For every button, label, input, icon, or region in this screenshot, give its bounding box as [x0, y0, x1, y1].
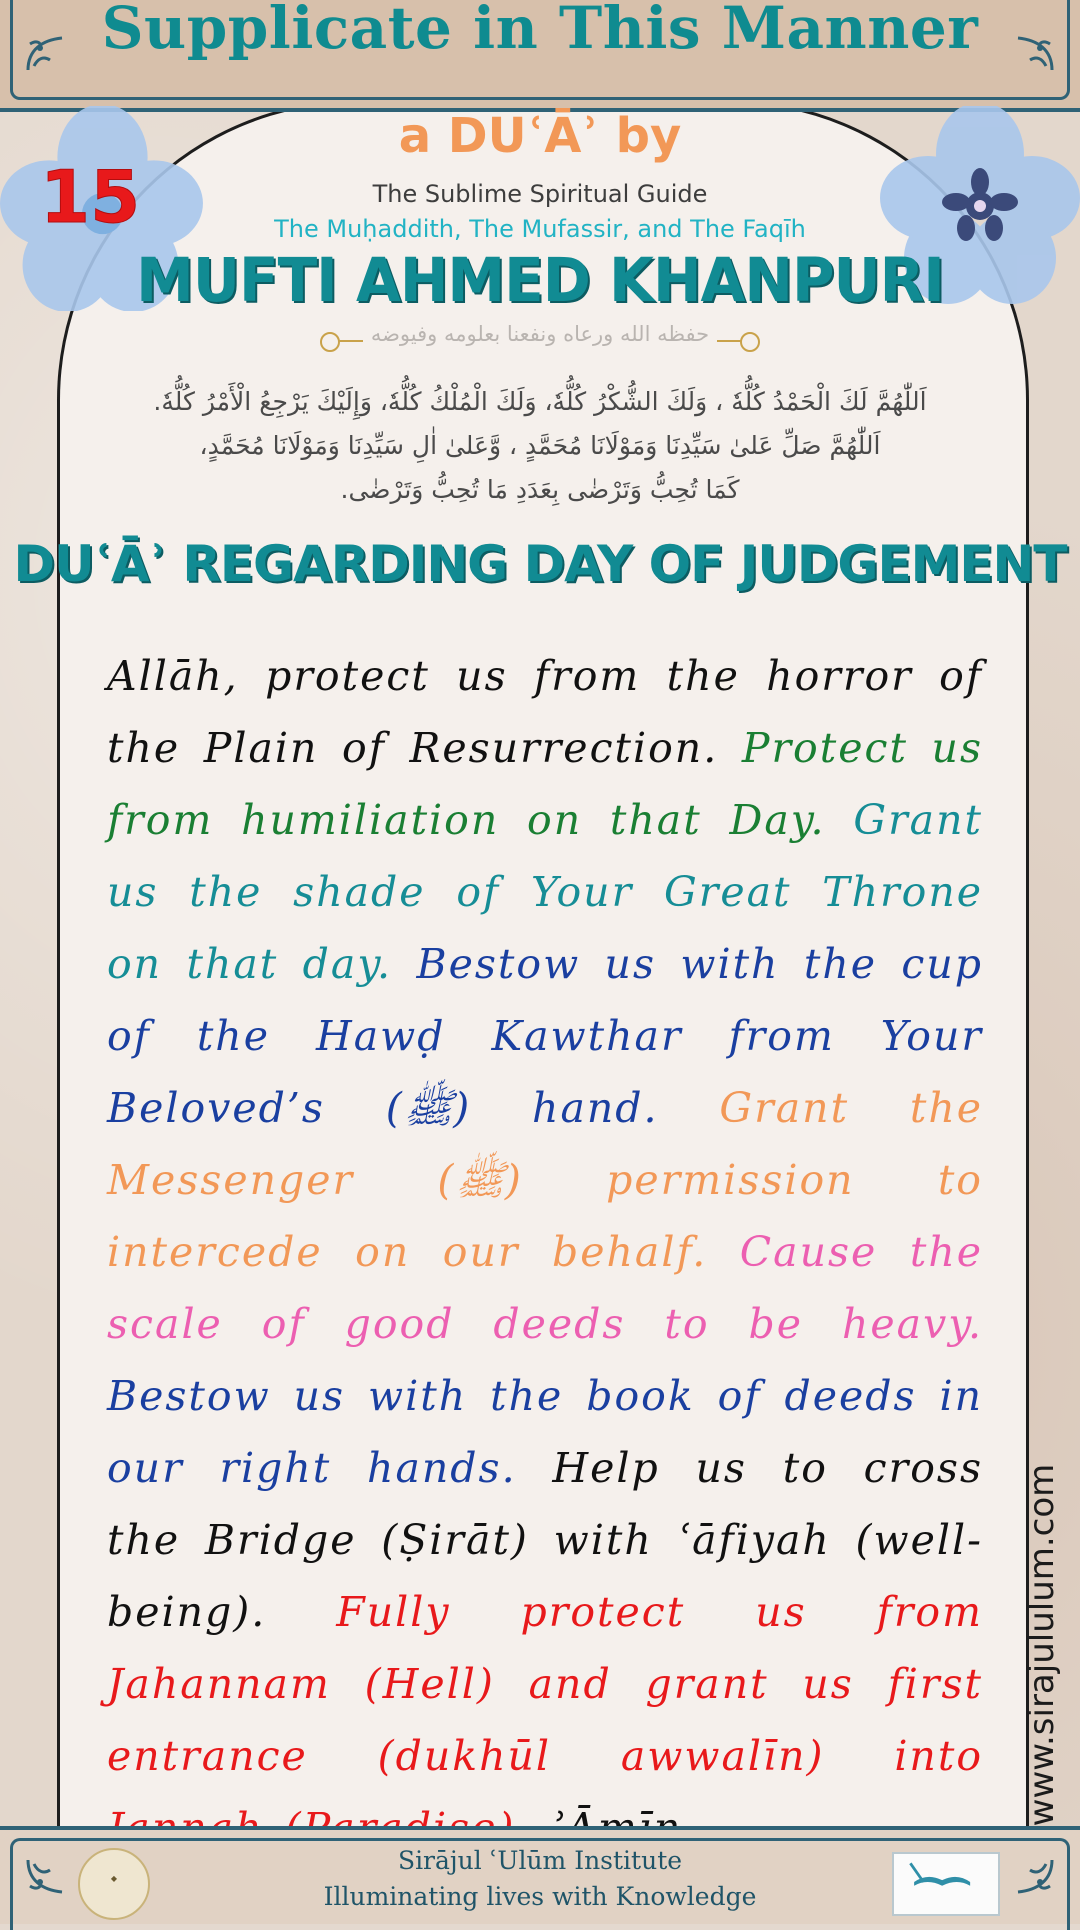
- dua-sentence: Allāh, protect us from the horror of the Plain of Resurrection.: [107, 652, 983, 772]
- arabic-salutation: [90, 380, 990, 512]
- scroll-ornament-icon: [1012, 30, 1058, 76]
- seal-mark-icon: ◆: [110, 1874, 118, 1883]
- website-label: www.sirajululum.com: [1022, 1463, 1062, 1827]
- book-quill-icon: [894, 1854, 994, 1910]
- author-name: MUFTI AHMED KHANPURI: [136, 244, 944, 316]
- dua-body: [107, 640, 983, 1864]
- institute-tagline: Illuminating lives with Knowledge: [323, 1882, 757, 1911]
- scroll-ornament-icon: [22, 30, 68, 76]
- dua-sentence: Grant us the shade of Your Great Throne on that day.: [107, 796, 983, 988]
- scroll-ornament-icon: [22, 1854, 68, 1900]
- page-title: Supplicate in This Manner: [101, 0, 979, 62]
- dua-sentence: Bestow us with the book of deeds in our right hands.: [107, 1372, 983, 1492]
- dua-sentence: Bestow us with the cup of the Hawḍ Kawthar from Your Beloved’s (ﷺ) hand.: [107, 940, 983, 1132]
- dua-sentence: Cause the scale of good deeds to be heavy.: [107, 1228, 983, 1348]
- dua-number-badge: 15: [40, 155, 141, 239]
- institute-name: Sirājul ʿUlūm Institute: [397, 1846, 683, 1875]
- scroll-ornament-icon: [1012, 1854, 1058, 1900]
- arabic-line-3: كَمَا تُحِبُّ وَتَرْضٰى بِعَدَدِ مَا تُحِبُّ وَتَرْضٰى.: [340, 475, 740, 504]
- honorific-text: [320, 322, 760, 346]
- dua-sentence: Grant the Messenger (ﷺ) permission to intercede on our behalf.: [107, 1084, 984, 1276]
- arabic-line-1: اَللّٰهُمَّ لَكَ الْحَمْدُ كُلُّهٗ ، وَلَكَ الشُّكْرُ كُلُّهٗ، وَلَكَ الْمُلْكُ كُلُّهٗ، وَإِلَيْكَ يَرْجِعُ الْأَمْرُ كُلُّهٗ.: [153, 387, 927, 416]
- section-title: DUʿĀʾ REGARDING DAY OF JUDGEMENT: [13, 535, 1067, 593]
- dua-sentence: Help us to cross the Bridge (Ṣirāt) with ʿāfiyah (well-being).: [107, 1444, 983, 1636]
- header-banner: [0, 0, 1080, 112]
- institute-seal-logo: [78, 1848, 150, 1920]
- research-centre-logo: [892, 1852, 1000, 1916]
- honorific-divider: [320, 322, 760, 358]
- arabic-line-2: اَللّٰهُمَّ صَلِّ عَلىٰ سَيِّدِنَا وَمَوْلَانَا مُحَمَّدٍ ، وَّعَلىٰ اٰلِ سَيِّدِنَا وَمَوْلَانَا مُحَمَّدٍ،: [199, 431, 881, 460]
- dua-sentence: Protect us from humiliation on that Day.: [107, 724, 983, 844]
- dua-sentence: Fully protect us from Jahannam (Hell) and grant us first entrance (dukhūl awwalīn) into: [107, 1588, 983, 1780]
- dua-by-heading: a DUʿĀʾ by: [398, 108, 682, 164]
- website-url[interactable]: [1012, 1455, 1072, 1835]
- titles-subtitle: The Muḥaddith, The Mufassir, and The Faqīh: [274, 215, 806, 243]
- guide-subtitle: The Sublime Spiritual Guide: [372, 180, 708, 208]
- honorific-label: حفظه الله ورعاه ونفعنا بعلومه وفيوضه: [363, 322, 717, 346]
